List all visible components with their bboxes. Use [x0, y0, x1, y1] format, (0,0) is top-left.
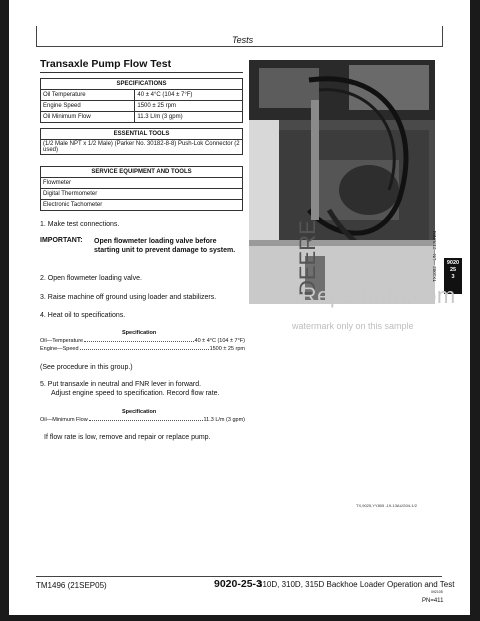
spec-heading: Specification	[122, 409, 157, 415]
spec-line-label: Engine—Speed	[40, 346, 79, 352]
spec-label: Oil Minimum Flow	[41, 112, 135, 123]
equipment-item: Electronic Tachometer	[41, 200, 243, 211]
leader-dots	[89, 417, 203, 421]
table-row	[41, 200, 243, 211]
spec-value: 11.3 L/m (3 gpm)	[135, 112, 243, 123]
table-row	[41, 140, 243, 155]
pn-number: PN=411	[422, 598, 444, 604]
spec-line-value: 1500 ± 25 rpm	[209, 346, 245, 352]
spec-value: 40 ± 4°C (104 ± 7°F)	[135, 90, 243, 101]
reference-code: TX,9025,YY805 -19-13AUG04-1/2	[356, 503, 417, 508]
spec-line-label: Oil—Temperature	[40, 338, 84, 344]
step-2: 2. Open flowmeter loading valve.	[40, 275, 142, 282]
section-title: Transaxle Pump Flow Test	[40, 58, 172, 70]
spec-heading: Specification	[122, 330, 157, 336]
specifications-table	[40, 78, 243, 123]
spec-line	[40, 417, 245, 423]
step-1: 1. Make test connections.	[40, 221, 120, 228]
title-underline	[40, 72, 243, 73]
table-row	[41, 178, 243, 189]
service-equipment-heading: SERVICE EQUIPMENT AND TOOLS	[41, 167, 243, 178]
header-title: Tests	[232, 35, 254, 45]
tab-line: 9020	[446, 260, 460, 266]
specifications-heading: SPECIFICATIONS	[41, 79, 243, 90]
spec-line	[40, 346, 245, 352]
spec-line	[40, 338, 245, 344]
step-3: 3. Raise machine off ground using loader and stabilizers.	[40, 294, 217, 301]
step-5-cont: Adjust engine speed to specification. Record flow rate.	[51, 390, 220, 397]
svg-text:DEERE: DEERE	[295, 220, 320, 296]
spec-line-value: 11.3 L/m (3 gpm)	[203, 417, 245, 423]
footer-description: 310D, 310D, 315D Backhoe Loader Operation and Test	[258, 580, 455, 589]
spec-value: 1500 ± 25 rpm	[135, 101, 243, 112]
tool-item: (1/2 Male NPT x 1/2 Male) (Parker No. 30182-8-8) Push-Lok Connector (2 used)	[41, 140, 243, 155]
essential-tools-table	[40, 128, 243, 155]
step-4: 4. Heat oil to specifications.	[40, 312, 126, 319]
footer-code: 092105	[431, 590, 443, 594]
footer-rule	[36, 576, 442, 577]
equipment-item: Digital Thermometer	[41, 189, 243, 200]
leader-dots	[80, 346, 209, 350]
photo-id: TX1002 —UN—21JUN04	[432, 230, 437, 282]
table-row	[41, 189, 243, 200]
tab-line: 3	[451, 274, 455, 280]
engine-compartment-photo	[249, 60, 435, 304]
table-row	[41, 90, 243, 101]
spec-label: Oil Temperature	[41, 90, 135, 101]
spec-label: Engine Speed	[41, 101, 135, 112]
see-procedure: (See procedure in this group.)	[40, 364, 133, 371]
service-equipment-table	[40, 166, 243, 211]
spec-line-label: Oil—Minimum Flow	[40, 417, 88, 423]
important-label: IMPORTANT:	[40, 237, 83, 244]
table-row	[41, 112, 243, 123]
table-row	[41, 101, 243, 112]
essential-tools-heading: ESSENTIAL TOOLS	[41, 129, 243, 140]
step-5: 5. Put transaxle in neutral and FNR lever in forward.	[40, 381, 202, 388]
leader-dots	[84, 338, 193, 342]
final-note: If flow rate is low, remove and repair or replace pump.	[44, 434, 211, 441]
important-text: Open flowmeter loading valve before starting unit to prevent damage to system.	[94, 238, 236, 254]
equipment-item: Flowmeter	[41, 178, 243, 189]
watermark: eRepairinfo.com	[288, 283, 456, 308]
page-number: 9020-25-3	[214, 578, 262, 590]
spec-line-value: 40 ± 4°C (104 ± 7°F)	[194, 338, 245, 344]
manual-number: TM1496 (21SEP05)	[36, 581, 107, 590]
watermark-sub: watermark only on this sample	[292, 321, 414, 331]
tab-line: 25	[449, 267, 457, 273]
